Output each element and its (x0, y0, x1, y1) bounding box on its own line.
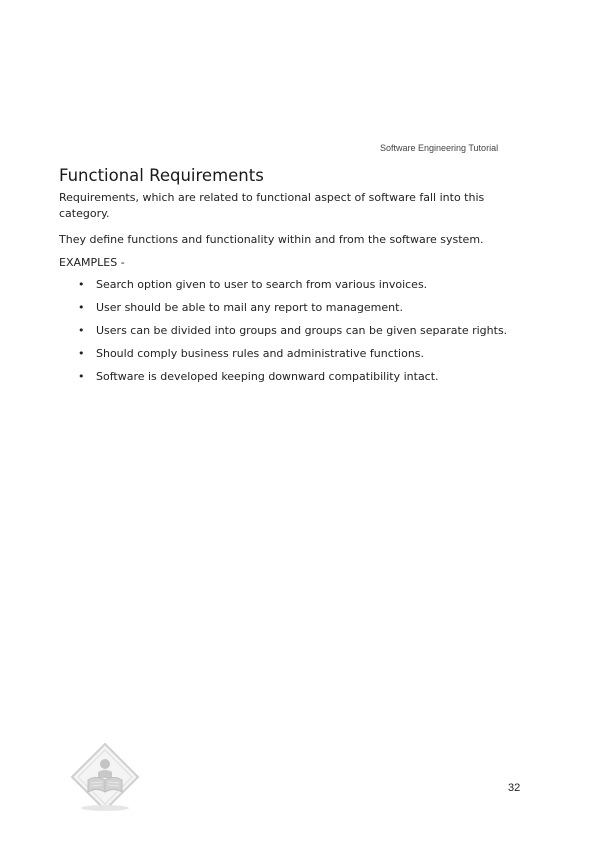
bullet-icon: • (78, 347, 85, 360)
examples-list (78, 277, 538, 392)
definition-paragraph: They define functions and functionality within and from the software system. (59, 233, 484, 246)
list-item-text: User should be able to mail any report to management. (96, 301, 403, 314)
bullet-icon: • (78, 324, 85, 337)
list-item-text: Software is developed keeping downward compatibility intact. (96, 370, 439, 383)
bullet-icon: • (78, 278, 85, 291)
bullet-icon: • (78, 301, 85, 314)
list-item (78, 369, 538, 392)
bullet-icon: • (78, 370, 85, 383)
examples-label: EXAMPLES - (59, 256, 125, 269)
list-item (78, 323, 538, 346)
list-item (78, 346, 538, 369)
running-header: Software Engineering Tutorial (380, 143, 499, 153)
tutorialspoint-logo-icon (70, 742, 140, 812)
list-item-text: Search option given to user to search from various invoices. (96, 278, 428, 291)
list-item (78, 277, 538, 300)
intro-paragraph: Requirements, which are related to functional aspect of software fall into this category. (59, 191, 485, 220)
page-number: 32 (508, 782, 521, 794)
list-item (78, 300, 538, 323)
section-title: Functional Requirements (59, 166, 264, 185)
list-item-text: Users can be divided into groups and groups can be given separate rights. (96, 324, 508, 337)
list-item-text: Should comply business rules and administrative functions. (96, 347, 425, 360)
